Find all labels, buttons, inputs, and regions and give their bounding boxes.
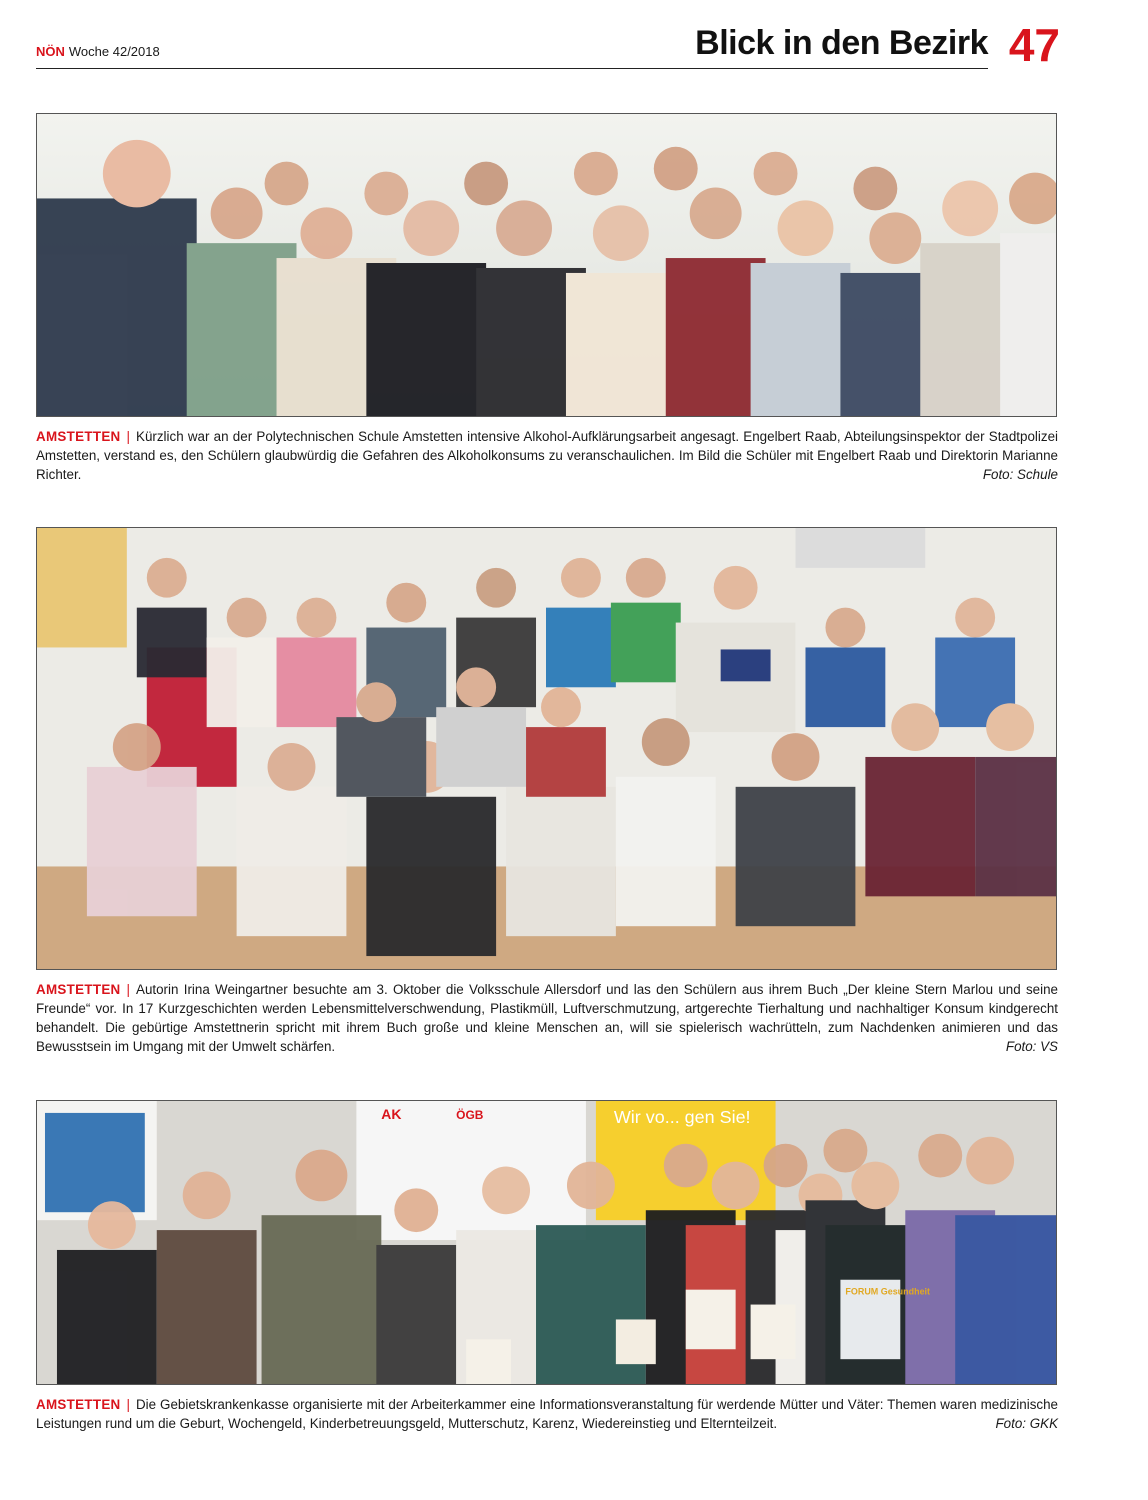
oegb-banner-text: ÖGB — [456, 1107, 484, 1122]
caption-separator: | — [126, 429, 131, 444]
caption-separator: | — [126, 1397, 131, 1412]
photo-credit: Foto: Schule — [982, 467, 1058, 482]
children-photo-image — [37, 528, 1056, 969]
event-photo-image — [37, 1101, 1056, 1384]
caption-place: AMSTETTEN — [36, 982, 121, 997]
photo-polytechnic-group — [36, 113, 1057, 417]
publication-info — [36, 44, 160, 59]
caption-place: AMSTETTEN — [36, 1397, 121, 1412]
photo-credit: Foto: GKK — [995, 1416, 1058, 1431]
page-number: 47 — [1008, 19, 1060, 71]
group-photo-image — [37, 114, 1056, 416]
booklet-text: FORUM Gesundheit — [845, 1286, 931, 1297]
brand-logo: NÖN — [36, 44, 65, 59]
photo-credit: Foto: VS — [1005, 1039, 1058, 1054]
caption-place: AMSTETTEN — [36, 429, 121, 444]
caption-2 — [36, 980, 1058, 1056]
wall-sign-text: Wir vo... gen Sie! — [613, 1106, 751, 1127]
caption-text: Kürzlich war an der Polytechnischen Schule Amstetten intensive Alkohol-Aufklärungsarbeit angesagt. Engelbert Raab, Abteilungsinspektor der Stadtpolizei Amstetten, verstand es, den Schülern glaubwürdig die Gefahren des Alkoholkonsums zu veranschaulichen. Im Bild die Schüler mit Engelbert Raab und Direktorin Marianne Richter. — [36, 429, 1058, 482]
caption-separator: | — [126, 982, 131, 997]
section-title: Blick in den Bezirk — [695, 24, 988, 62]
caption-text: Autorin Irina Weingartner besuchte am 3. Oktober die Volksschule Allersdorf und las den Schülern aus ihrem Buch „Der kleine Stern Marlou und seine Freunde“ vor. In 17 Kurzgeschichten werden Lebensmittelverschwendung, Plastikmüll, Luftverschmutzung, artgerechte Tierhaltung und nachhaltiger Konsum kindgerecht behandelt. Die gebürtige Amstettnerin spricht mit ihrem Buch große und kleine Menschen an, will sie spielerisch wachrütteln, zum Nachdenken animieren und das Bewusstsein im Umgang mit der Umwelt schärfen. — [36, 982, 1058, 1054]
header-rule — [36, 68, 988, 69]
page-header — [36, 19, 1062, 71]
caption-text: Die Gebietskrankenkasse organisierte mit der Arbeiterkammer eine Informationsveranstaltung für werdende Mütter und Väter: Themen waren medizinische Leistungen rund um die Geburt, Wochengeld, Kinderbetreuungsgeld, Mutterschutz, Karenz, Wiedereinstieg und Elternteilzeit. — [36, 1397, 1058, 1431]
caption-3 — [36, 1395, 1058, 1433]
issue-label: Woche 42/2018 — [68, 44, 160, 59]
photo-volksschule-reading — [36, 527, 1057, 970]
ak-banner-text: AK — [381, 1105, 402, 1122]
photo-gkk-event — [36, 1100, 1057, 1385]
caption-1 — [36, 427, 1058, 484]
